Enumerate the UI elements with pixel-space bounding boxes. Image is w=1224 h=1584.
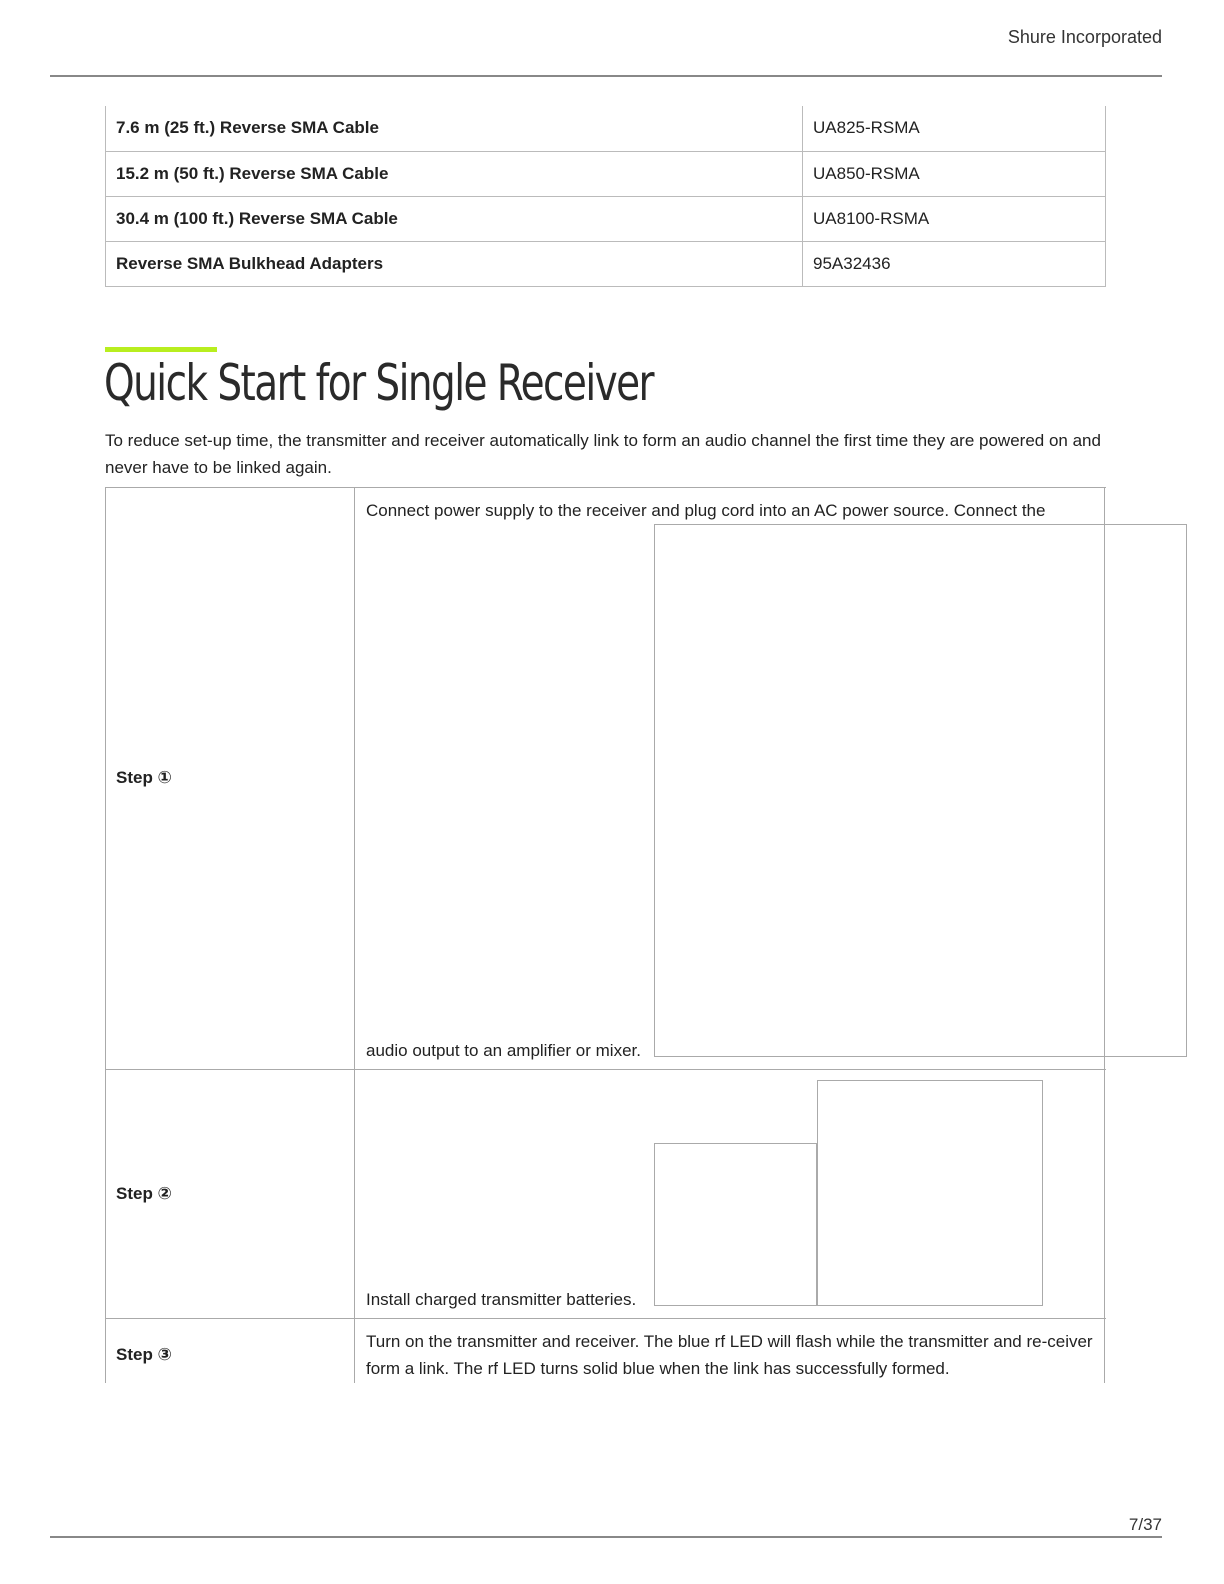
part-number: UA825-RSMA <box>803 106 1106 151</box>
step-1-text: Connect power supply to the receiver and plug cord into an AC power source. Connect the <box>366 501 1046 520</box>
table-border <box>105 487 106 1383</box>
step-1-label: Step ① <box>116 768 172 787</box>
step-2-text: Install charged transmitter batteries. <box>366 1290 637 1309</box>
step-3-label: Step ③ <box>116 1345 172 1364</box>
parts-table <box>105 106 1106 287</box>
section-accent-bar <box>105 347 217 352</box>
part-name: 30.4 m (100 ft.) Reverse SMA Cable <box>106 196 803 241</box>
header-company: Shure Incorporated <box>1007 27 1162 47</box>
part-number: UA850-RSMA <box>803 151 1106 196</box>
footer-rule <box>50 1536 1162 1538</box>
part-name: 15.2 m (50 ft.) Reverse SMA Cable <box>106 151 803 196</box>
section-title: Quick Start for Single Receiver <box>104 354 654 412</box>
step-2-label: Step ② <box>116 1184 172 1203</box>
part-number: UA8100-RSMA <box>803 196 1106 241</box>
column-divider <box>354 487 355 1383</box>
row-divider <box>105 1069 1106 1070</box>
section-intro: To reduce set-up time, the transmitter and receiver automatically link to form an audio channel the first time they are powered on and never have to be linked again. <box>105 431 1101 477</box>
part-number: 95A32436 <box>803 241 1106 286</box>
table-row <box>106 106 1106 151</box>
transmitter-image <box>817 1080 1043 1306</box>
battery-install-image <box>654 1143 817 1306</box>
part-name: Reverse SMA Bulkhead Adapters <box>106 241 803 286</box>
step-1-text-continued: audio output to an amplifier or mixer. <box>366 1041 641 1060</box>
table-row <box>106 196 1106 241</box>
step-3-text: Turn on the transmitter and receiver. The blue rf LED will flash while the transmitter and re-ceiver form a link. The rf LED turns solid blue when the link has successfully formed. <box>366 1332 1093 1378</box>
header-rule <box>50 75 1162 77</box>
table-border <box>105 487 1106 488</box>
row-divider <box>105 1318 1106 1319</box>
page-number: 7/37 <box>1128 1515 1162 1534</box>
receiver-connection-image <box>654 524 1187 1057</box>
part-name: 7.6 m (25 ft.) Reverse SMA Cable <box>106 106 803 151</box>
table-row <box>106 241 1106 286</box>
table-row <box>106 151 1106 196</box>
